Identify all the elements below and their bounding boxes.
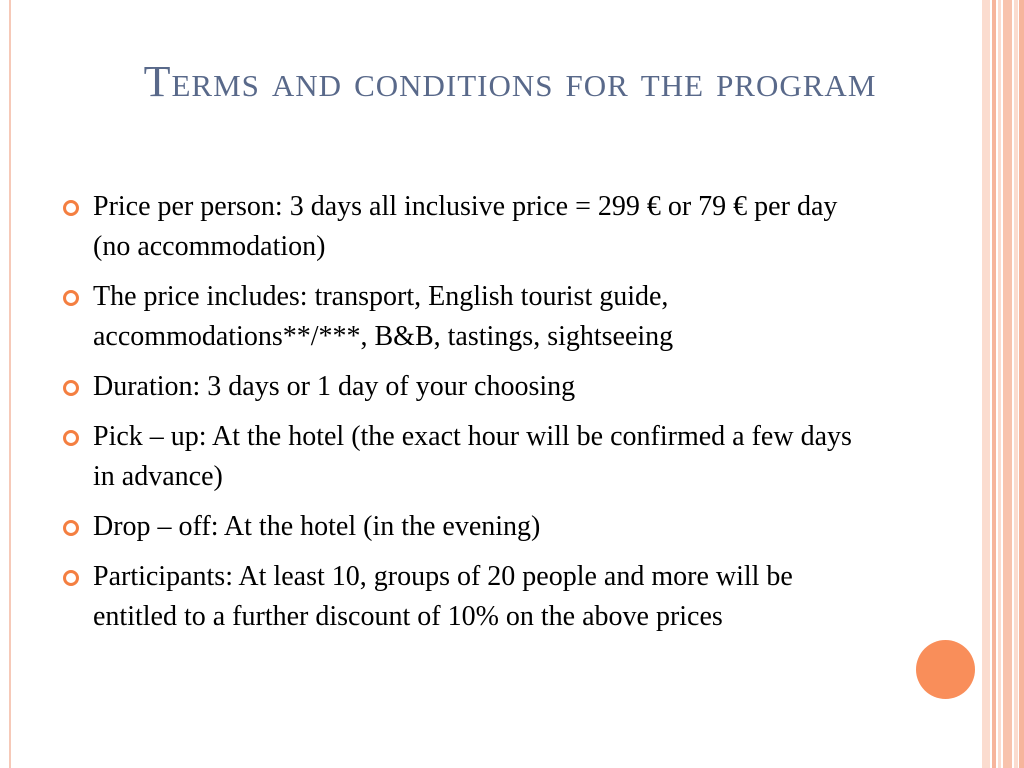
bullet-ring-icon [63, 570, 79, 586]
slide-title: Terms and conditions for the program [143, 57, 877, 106]
bullet-list [60, 187, 880, 647]
bullet-text: Price per person: 3 days all inclusive price = 299 € or 79 € per day (no accommodation) [93, 191, 838, 262]
bullet-ring-icon [63, 520, 79, 536]
decorative-stripe [992, 0, 996, 768]
list-item [60, 507, 880, 547]
bullet-ring-icon [63, 380, 79, 396]
decorative-stripe [1003, 0, 1012, 768]
bullet-text: Duration: 3 days or 1 day of your choosing [93, 371, 576, 402]
bullet-text: The price includes: transport, English tourist guide, accommodations**/***, B&B, tastings, sightseeing [93, 281, 674, 352]
bullet-text: Drop – off: At the hotel (in the evening) [93, 511, 541, 542]
list-item [60, 187, 880, 267]
decorative-stripe [998, 0, 1001, 768]
list-item [60, 277, 880, 357]
list-item [60, 557, 880, 637]
left-border-line [9, 0, 11, 768]
decorative-circle-icon [916, 640, 975, 699]
bullet-text: Pick – up: At the hotel (the exact hour will be confirmed a few days in advance) [93, 421, 852, 492]
bullet-ring-icon [63, 430, 79, 446]
list-item [60, 367, 880, 407]
bullet-text: Participants: At least 10, groups of 20 people and more will be entitled to a further discount of 10% on the above prices [93, 561, 793, 632]
bullet-ring-icon [63, 290, 79, 306]
decorative-stripe [1014, 0, 1018, 768]
decorative-stripe [1019, 0, 1024, 768]
bullet-ring-icon [63, 200, 79, 216]
decorative-stripe [982, 0, 990, 768]
list-item [60, 417, 880, 497]
